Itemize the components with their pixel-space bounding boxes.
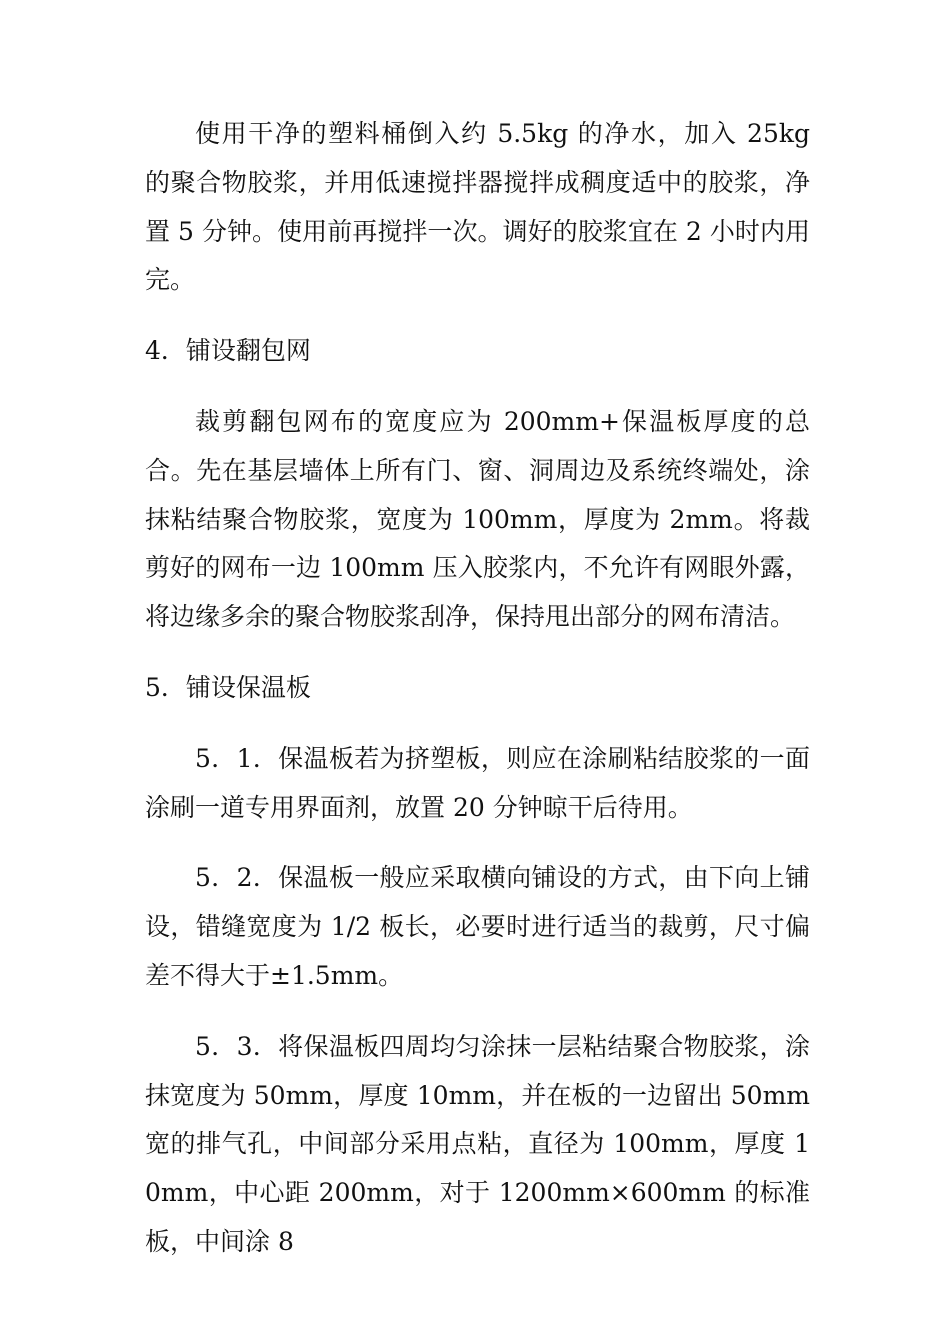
paragraph-5-2: 5．2．保温板一般应采取横向铺设的方式，由下向上铺设，错缝宽度为 1/2 板长，必要时进行适当的裁剪，尺寸偏差不得大于±1.5mm。 <box>145 863 810 990</box>
section-heading-5: 5．铺设保温板 <box>145 672 311 702</box>
paragraph-mixing: 使用干净的塑料桶倒入约 5.5kg 的净水，加入 25kg 的聚合物胶浆，并用低速搅拌器搅拌成稠度适中的胶浆，净置 5 分钟。使用前再搅拌一次。调好的胶浆宜在 2 小时内用完。 <box>145 119 810 295</box>
paragraph-mesh: 裁剪翻包网布的宽度应为 200mm+保温板厚度的总合。先在基层墙体上所有门、窗、洞周边及系统终端处，涂抹粘结聚合物胶浆，宽度为 100mm，厚度为 2mm。将裁剪好的网布一边 100mm 压入胶浆内，不允许有网眼外露，将边缘多余的聚合物胶浆刮净，保持甩出部分的网布清洁。 <box>145 406 810 632</box>
paragraph-5-3: 5．3．将保温板四周均匀涂抹一层粘结聚合物胶浆，涂抹宽度为 50mm，厚度 10mm，并在板的一边留出 50mm 宽的排气孔，中间部分采用点粘，直径为 100mm，厚度 10mm，中心距 200mm，对于 1200mm×600mm 的标准板，中间涂 8 <box>145 1031 810 1256</box>
section-heading-4: 4．铺设翻包网 <box>145 336 311 366</box>
document-page <box>145 110 810 1267</box>
paragraph-5-1: 5．1．保温板若为挤塑板，则应在涂刷粘结胶浆的一面涂刷一道专用界面剂，放置 20 分钟晾干后待用。 <box>145 743 810 822</box>
